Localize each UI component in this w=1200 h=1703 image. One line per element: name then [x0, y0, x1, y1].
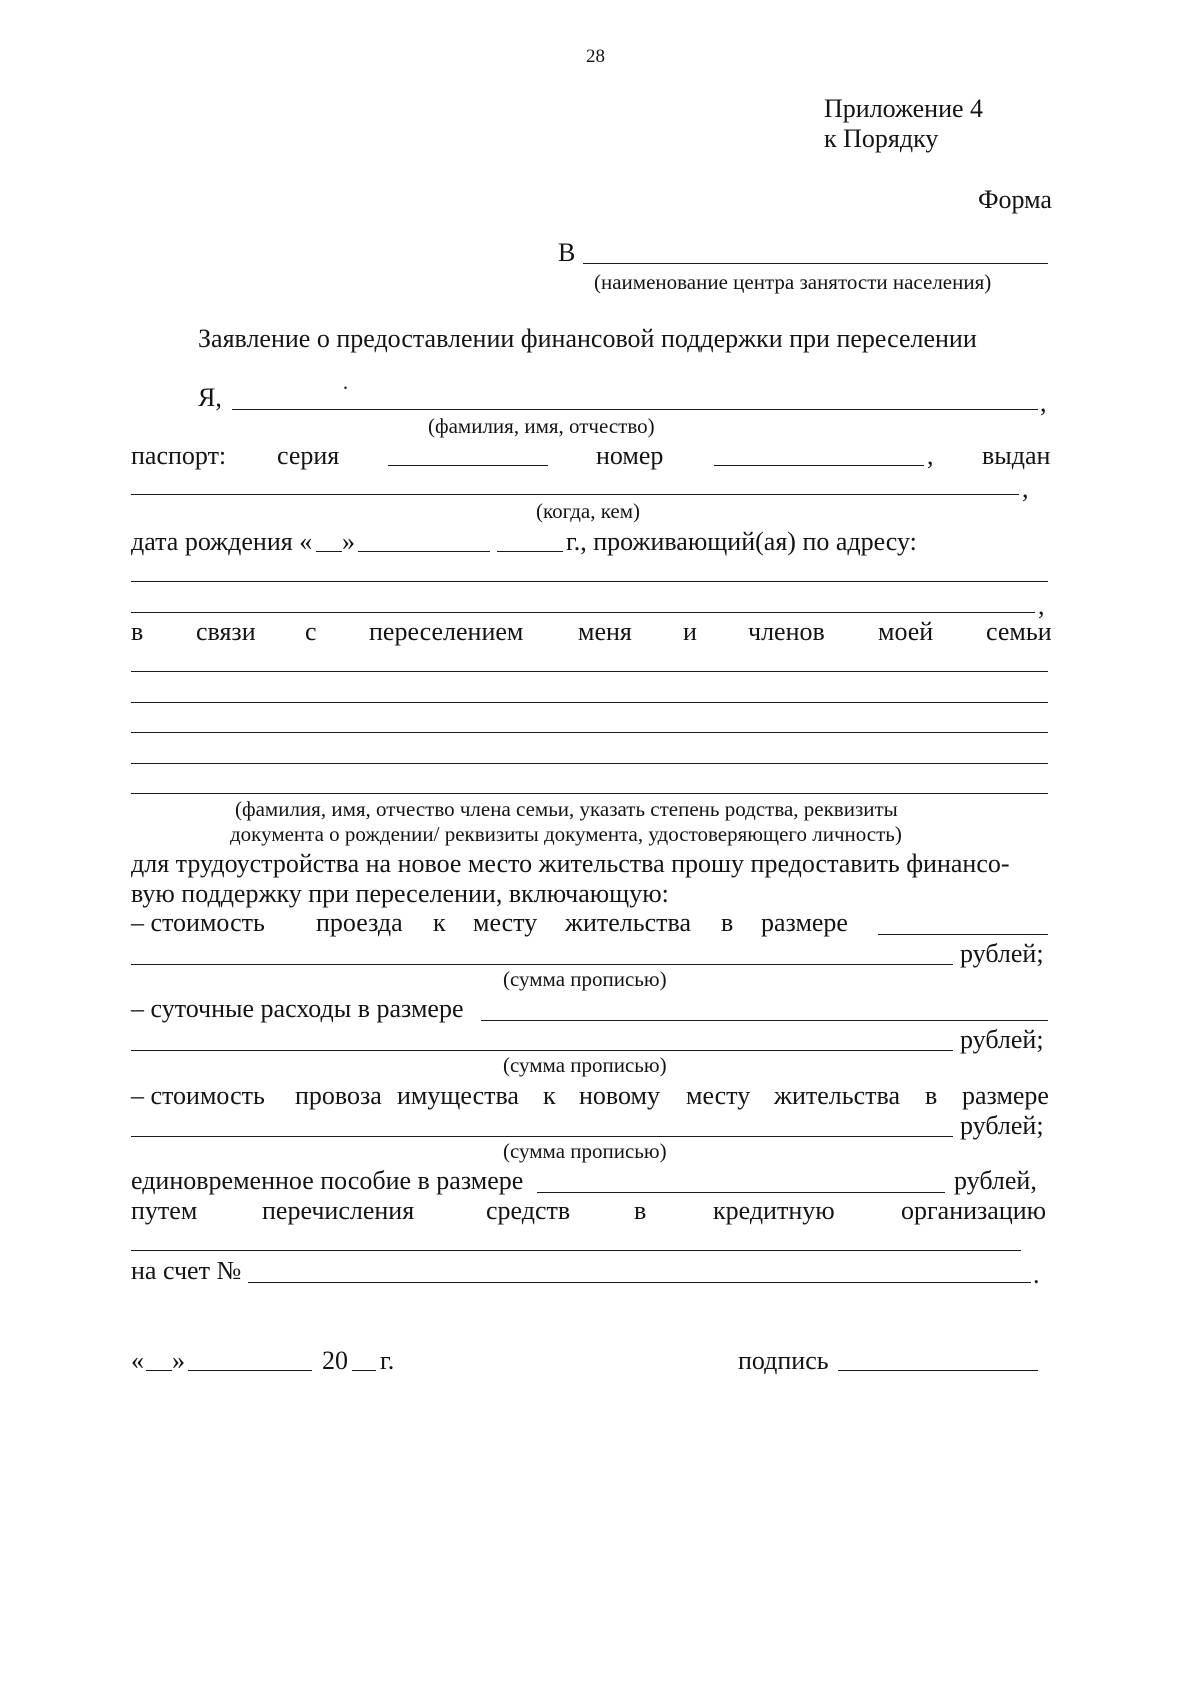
applicant-comma: ,	[1040, 388, 1047, 417]
addressee-field[interactable]	[583, 263, 1048, 264]
passport-label: паспорт:	[131, 441, 227, 470]
travel-word: проезда	[316, 908, 403, 937]
applicant-caption: (фамилия, имя, отчество)	[428, 414, 655, 438]
address-line-1[interactable]	[131, 581, 1048, 582]
address-end-comma: ,	[1038, 591, 1045, 620]
request-line-1: для трудоустройства на новое место жительства прошу предоставить финансо-	[131, 849, 1010, 878]
lump-sum-amount-field[interactable]	[537, 1192, 945, 1193]
relocation-word: и	[683, 617, 697, 646]
family-member-line-3[interactable]	[131, 732, 1048, 733]
family-member-line-4[interactable]	[131, 763, 1048, 764]
addressee-prefix: В	[558, 238, 576, 267]
family-caption-line-1: (фамилия, имя, отчество члена семьи, указать степень родства, реквизиты	[235, 797, 898, 821]
birth-suffix: г., проживающий(ая) по адресу:	[566, 527, 917, 556]
lump-sum-label: единовременное пособие в размере	[131, 1166, 524, 1195]
daily-amount-words-field[interactable]	[131, 1050, 953, 1051]
relocation-word: семьи	[986, 617, 1052, 646]
date-open-quote: «	[131, 1346, 144, 1375]
request-line-2: вую поддержку при переселении, включающую:	[131, 879, 669, 908]
relocation-word: переселением	[369, 617, 524, 646]
relocation-word: меня	[578, 617, 632, 646]
travel-word: месту	[473, 908, 538, 937]
relocation-word: с	[305, 617, 317, 646]
transfer-word: путем	[131, 1196, 198, 1225]
passport-issued-label: выдан	[982, 441, 1051, 470]
property-word: жительства	[774, 1081, 900, 1110]
passport-end-comma: ,	[1022, 474, 1029, 503]
travel-word: размере	[761, 908, 848, 937]
passport-comma: ,	[927, 441, 934, 470]
passport-issued-field[interactable]	[131, 494, 1019, 495]
property-word: – стоимость	[131, 1081, 265, 1110]
daily-caption: (сумма прописью)	[503, 1053, 667, 1077]
daily-currency: рублей;	[960, 1025, 1044, 1054]
stray-dot: ·	[342, 376, 349, 400]
travel-word: – стоимость	[131, 908, 265, 937]
family-member-line-5[interactable]	[131, 793, 1048, 794]
family-member-line-2[interactable]	[131, 702, 1048, 703]
sign-year-prefix: 20	[322, 1346, 348, 1375]
applicant-name-field[interactable]	[232, 409, 1038, 410]
property-amount-words-field[interactable]	[131, 1136, 953, 1137]
travel-amount-words-field[interactable]	[131, 964, 953, 965]
passport-caption: (когда, кем)	[536, 499, 640, 523]
date-close-quote: »	[172, 1346, 185, 1375]
signature-field[interactable]	[838, 1370, 1038, 1371]
account-end-period: .	[1033, 1260, 1040, 1289]
passport-number-field[interactable]	[714, 465, 924, 466]
property-word: в	[925, 1081, 938, 1110]
transfer-word: в	[634, 1196, 647, 1225]
account-label: на счет №	[131, 1256, 242, 1285]
bank-name-field[interactable]	[131, 1250, 1021, 1251]
sign-year-field[interactable]	[352, 1370, 376, 1371]
family-member-line-1[interactable]	[131, 671, 1048, 672]
property-currency: рублей;	[960, 1111, 1044, 1140]
travel-word: в	[721, 908, 734, 937]
sign-month-field[interactable]	[188, 1370, 312, 1371]
property-word: новому	[579, 1081, 660, 1110]
sign-year-suffix: г.	[380, 1346, 395, 1375]
transfer-word: перечисления	[262, 1196, 415, 1225]
daily-amount-field[interactable]	[481, 1020, 1048, 1021]
travel-amount-field[interactable]	[878, 934, 1048, 935]
travel-caption: (сумма прописью)	[503, 967, 667, 991]
appendix-line-1: Приложение 4	[824, 94, 984, 123]
travel-currency: рублей;	[960, 939, 1044, 968]
passport-number-label: номер	[596, 441, 664, 470]
appendix-line-2: к Порядку	[824, 124, 939, 153]
daily-label: – суточные расходы в размере	[131, 994, 464, 1023]
property-word: размере	[962, 1081, 1049, 1110]
applicant-prefix: Я,	[198, 383, 222, 412]
transfer-word: организацию	[901, 1196, 1047, 1225]
travel-word: жительства	[565, 908, 691, 937]
addressee-caption: (наименование центра занятости населения)	[594, 270, 992, 294]
transfer-word: средств	[486, 1196, 571, 1225]
account-number-field[interactable]	[248, 1282, 1031, 1283]
family-caption-line-2: документа о рождении/ реквизиты документа, удостоверяющего личность)	[230, 822, 902, 846]
birth-day-field[interactable]	[316, 551, 342, 552]
birth-year-field[interactable]	[497, 551, 563, 552]
relocation-word: членов	[748, 617, 825, 646]
signature-label: подпись	[738, 1346, 829, 1375]
lump-sum-currency: рублей,	[954, 1166, 1037, 1195]
travel-word: к	[433, 908, 446, 937]
form-label: Форма	[978, 185, 1052, 214]
property-word: к	[543, 1081, 556, 1110]
address-line-2[interactable]	[131, 612, 1035, 613]
birth-month-field[interactable]	[358, 551, 490, 552]
passport-series-field[interactable]	[388, 465, 548, 466]
property-word: провоза	[295, 1081, 382, 1110]
birth-prefix: дата рождения «	[131, 527, 313, 556]
property-word: имущества	[397, 1081, 519, 1110]
property-word: месту	[686, 1081, 751, 1110]
document-title: Заявление о предоставлении финансовой поддержки при переселении	[198, 324, 977, 353]
page-number: 28	[586, 46, 605, 67]
relocation-word: моей	[878, 617, 934, 646]
relocation-word: связи	[196, 617, 256, 646]
transfer-word: кредитную	[713, 1196, 835, 1225]
relocation-word: в	[131, 617, 144, 646]
property-caption: (сумма прописью)	[503, 1139, 667, 1163]
birth-close-quote: »	[342, 527, 355, 556]
sign-day-field[interactable]	[146, 1370, 172, 1371]
passport-series-label: серия	[277, 441, 340, 470]
